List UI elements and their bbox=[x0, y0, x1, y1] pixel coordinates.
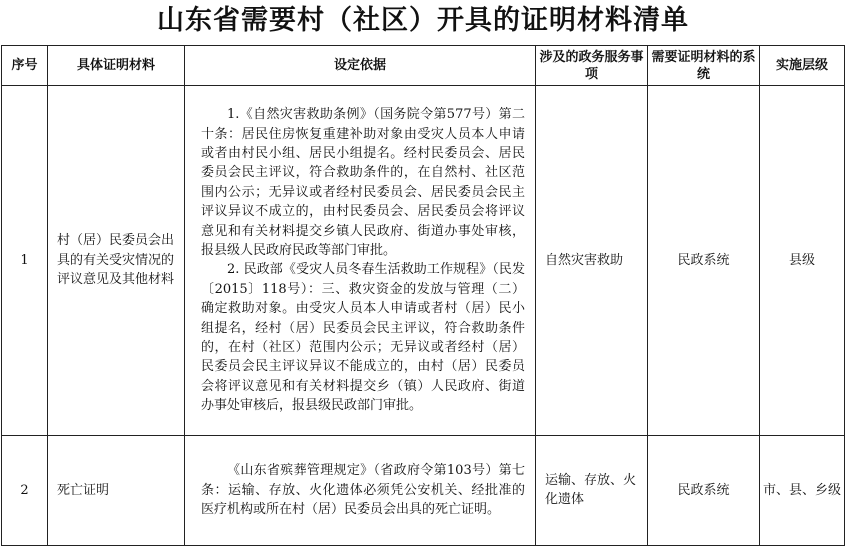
row-system: 民政系统 bbox=[648, 435, 760, 545]
row-basis bbox=[185, 86, 536, 436]
basis-paragraph: 2. 民政部《受灾人员冬春生活救助工作规程》（民发〔2015〕118号）：三、救灾资金的发放与管理（二）确定救助对象。由受灾人员本人申请或者村（居）民小组提名，经村（居）民委员会民主评议，符合救助条件的，在村（社区）范围内公示；无异议或者经村（居）民委员会民主评议异议不能成立的，由村（居）民委员会将评议意见和有关材料提交乡（镇）人民政府、街道办事处审核后，报县级民政部门审批。 bbox=[201, 262, 525, 414]
header-level: 实施层级 bbox=[760, 46, 845, 86]
table-header-row bbox=[2, 46, 845, 86]
header-service: 涉及的政务服务事项 bbox=[536, 46, 648, 86]
header-material: 具体证明材料 bbox=[48, 46, 185, 86]
materials-table bbox=[1, 45, 845, 546]
row-level: 市、县、乡级 bbox=[760, 435, 845, 545]
basis-paragraph: 1.《自然灾害救助条例》（国务院令第577号）第二十条：居民住房恢复重建补助对象由受灾人员本人申请或者由村民小组、居民小组提名。经村民委员会、居民委员会民主评议，符合救助条件的，在自然村、社区范围内公示；无异议或者经村民委员会、居民委员会民主评议异议不成立的，由村民委员会、居民委员会将评议意见和有关材料提交乡镇人民政府、街道办事处审核，报县级人民政府民政等部门审批。 bbox=[201, 107, 525, 258]
basis-paragraph: 《山东省殡葬管理规定》（省政府令第103号）第七条：运输、存放、火化遗体必须凭公安机关、经批准的医疗机构或所在村（居）民委员会出具的死亡证明。 bbox=[201, 463, 525, 518]
page-title: 山东省需要村（社区）开具的证明材料清单 bbox=[157, 5, 689, 36]
header-system: 需要证明材料的系统 bbox=[648, 46, 760, 86]
table-row bbox=[2, 435, 845, 545]
row-material: 村（居）民委员会出具的有关受灾情况的评议意见及其他材料 bbox=[48, 86, 185, 436]
header-basis: 设定依据 bbox=[185, 46, 536, 86]
header-index: 序号 bbox=[2, 46, 48, 86]
row-system: 民政系统 bbox=[648, 86, 760, 436]
row-basis bbox=[185, 435, 536, 545]
row-material: 死亡证明 bbox=[48, 435, 185, 545]
row-index: 1 bbox=[2, 86, 48, 436]
row-level: 县级 bbox=[760, 86, 845, 436]
table-row bbox=[2, 86, 845, 436]
row-service: 运输、存放、火化遗体 bbox=[536, 435, 648, 545]
row-service: 自然灾害救助 bbox=[536, 86, 648, 436]
row-index: 2 bbox=[2, 435, 48, 545]
